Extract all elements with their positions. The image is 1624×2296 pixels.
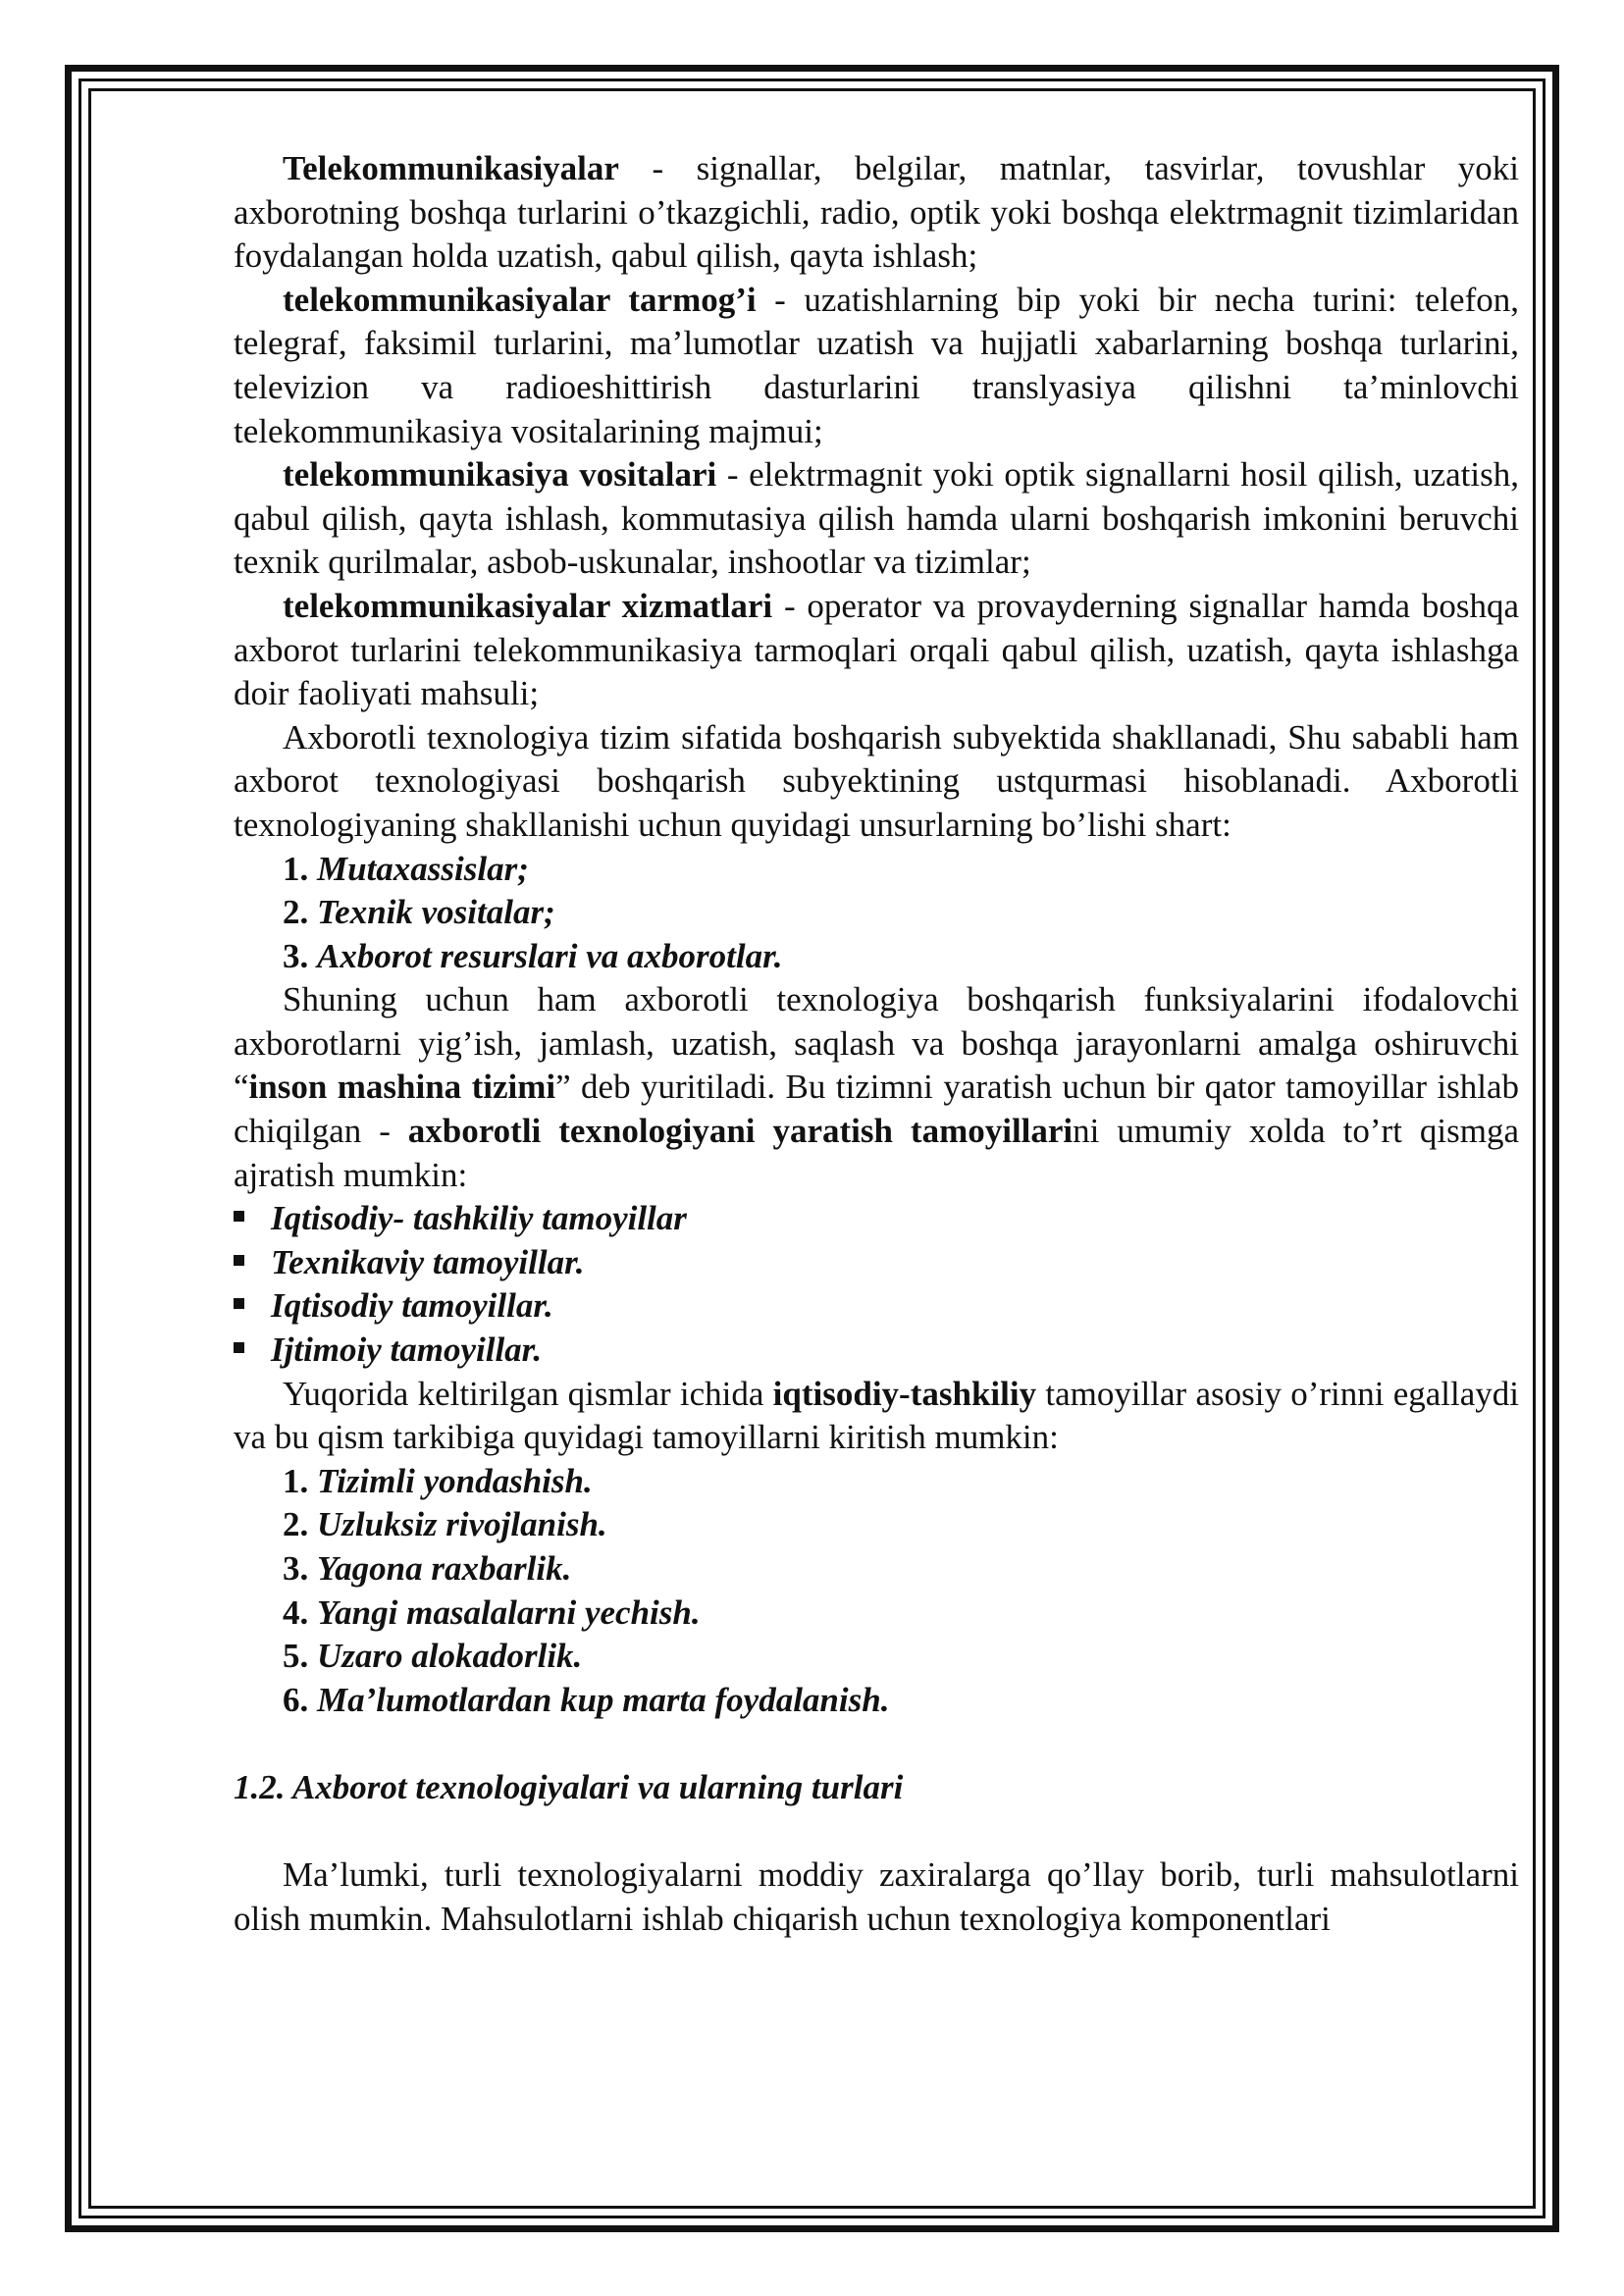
square-bullet-icon: [234, 1255, 244, 1266]
list-item: [234, 891, 1519, 935]
list-number: 3.: [283, 936, 309, 975]
list-text: Ma’lumotlardan kup marta foydalanish.: [317, 1680, 890, 1719]
bullet-item: [234, 1329, 1519, 1373]
square-bullet-icon: [234, 1211, 244, 1222]
definition-text: - operator va provayderning signallar hamda boshqa axborot turlarini telekommunikasiya tarmoqlari orqali qabul qilish, uzatish, qayta ishlashga doir faoliyati mahsuli;: [234, 586, 1519, 713]
bullet-text: Iqtisodiy tamoyillar.: [271, 1286, 553, 1326]
list-item: [234, 1635, 1519, 1679]
bullet-text: Iqtisodiy- tashkiliy tamoyillar: [271, 1199, 687, 1238]
section-heading: 1.2. Axborot texnologiyalari va ularning turlari: [234, 1767, 904, 1806]
bullet-text: Ijtimoiy tamoyillar.: [271, 1331, 543, 1370]
elements-list: [234, 848, 1519, 979]
spacer: [234, 1810, 1519, 1854]
list-item: [234, 935, 1519, 979]
list-text: Tizimli yondashish.: [317, 1461, 593, 1500]
paragraph-yuqorida: [234, 1373, 1519, 1460]
square-bullet-icon: [234, 1298, 244, 1309]
text-run: Shuning uchun ham axborotli texnologiya boshqarish funksiyalarini ifodalovchi axborotlarni yig’ish, jamlash, uzatish, saqlash va boshqa jarayonlarni amalga oshiruvchi “: [234, 980, 1519, 1107]
list-item: [234, 1503, 1519, 1547]
list-text: Yangi masalalarni yechish.: [317, 1592, 701, 1632]
bullet-item: [234, 1197, 1519, 1241]
list-text: Texnik vositalar;: [317, 893, 555, 932]
list-number: 2.: [283, 1505, 309, 1544]
list-item: [234, 1460, 1519, 1504]
list-text: Uzluksiz rivojlanish.: [317, 1505, 607, 1544]
list-text: Axborot resurslari va axborotlar.: [317, 936, 783, 975]
definition-text: - signallar, belgilar, matnlar, tasvirlar, tovushlar yoki axborotning boshqa turlarini o’tkazgichli, radio, optik yoki boshqa elektrmagnit tizimlaridan foydalangan holda uzatish, qabul qilish, qayta ishlash;: [234, 149, 1519, 276]
definition-vositalari: [234, 453, 1519, 585]
definition-text: - uzatishlarning bip yoki bir necha turini: telefon, telegraf, faksimil turlarini, ma’lumotlar uzatish va hujjatli xabarlarning boshqa turlarini, televizion va radioeshittirish dasturlarini translyasiya qilishni ta’minlovchi telekommunikasiya vositalarining majmui;: [234, 280, 1519, 450]
bold-term: axborotli texnologiyani yaratish tamoyillari: [407, 1112, 1074, 1151]
text-run: ” deb yuritiladi. Bu tizimni yaratish uchun bir qator tamoyillar ishlab chiqilgan -: [234, 1068, 1519, 1151]
list-item: [234, 1592, 1519, 1636]
list-text: Yagona raxbarlik.: [317, 1549, 572, 1588]
definition-term: telekommunikasiyalar xizmatlari: [283, 586, 773, 625]
definition-text: - elektrmagnit yoki optik signallarni hosil qilish, uzatish, qabul qilish, qayta ishlash, kommutasiya qilish hamda ularni boshqarish imkonini beruvchi texnik qurilmalar, asbob-uskunalar, inshootlar va tizimlar;: [234, 455, 1519, 582]
text-run: ni umumiy xolda to’rt qismga ajratish mumkin:: [234, 1112, 1519, 1194]
definition-term: telekommunikasiyalar tarmog’i: [283, 280, 757, 319]
list-number: 2.: [283, 893, 309, 932]
list-number: 6.: [283, 1680, 309, 1719]
paragraph-shuning: [234, 978, 1519, 1197]
list-number: 1.: [283, 849, 309, 888]
bullet-text: Texnikaviy tamoyillar.: [271, 1242, 585, 1281]
list-item: [234, 848, 1519, 892]
bold-term: iqtisodiy-tashkiliy: [772, 1374, 1037, 1413]
definition-term: Telekommunikasiyalar: [283, 149, 619, 187]
bold-term: inson mashina tizimi: [248, 1068, 556, 1107]
paragraph-axborotli-texnologiya: Axborotli texnologiya tizim sifatida boshqarish subyektida shakllanadi, Shu sababli ham axborot texnologiyasi boshqarish subyektining ustqurmasi hisoblanadi. Axborotli texnologiyaning shakllanishi uchun quyidagi unsurlarning bo’lishi shart:: [234, 717, 1519, 844]
list-number: 3.: [283, 1549, 309, 1588]
list-item: [234, 1547, 1519, 1592]
list-text: Uzaro alokadorlik.: [317, 1637, 583, 1676]
list-number: 1.: [283, 1461, 309, 1500]
list-number: 5.: [283, 1637, 309, 1676]
page-content: [234, 147, 1519, 1941]
square-bullet-icon: [234, 1342, 244, 1353]
list-text: Mutaxassislar;: [317, 849, 529, 888]
definition-term: telekommunikasiya vositalari: [283, 455, 717, 495]
definition-xizmatlari: [234, 585, 1519, 716]
spacer: [234, 1722, 1519, 1766]
list-item: [234, 1679, 1519, 1723]
bullet-item: [234, 1241, 1519, 1285]
text-run: tamoyillar asosiy o’rinni egallaydi va bu qism tarkibiga quyidagi tamoyillarni kiritish mumkin:: [234, 1374, 1519, 1457]
bullet-item: [234, 1284, 1519, 1329]
text-run: Yuqorida keltirilgan qismlar ichida: [283, 1374, 773, 1413]
principles-bullet-list: [234, 1197, 1519, 1372]
definition-telekommunikasiyalar: [234, 147, 1519, 279]
paragraph-malumki: Ma’lumki, turli texnologiyalarni moddiy zaxiralarga qo’llay borib, turli mahsulotlarni olish mumkin. Mahsulotlarni ishlab chiqarish uchun texnologiya komponentlari: [234, 1855, 1519, 1938]
list-number: 4.: [283, 1592, 309, 1632]
principles-numbered-list: [234, 1460, 1519, 1723]
definition-tarmog: [234, 279, 1519, 453]
